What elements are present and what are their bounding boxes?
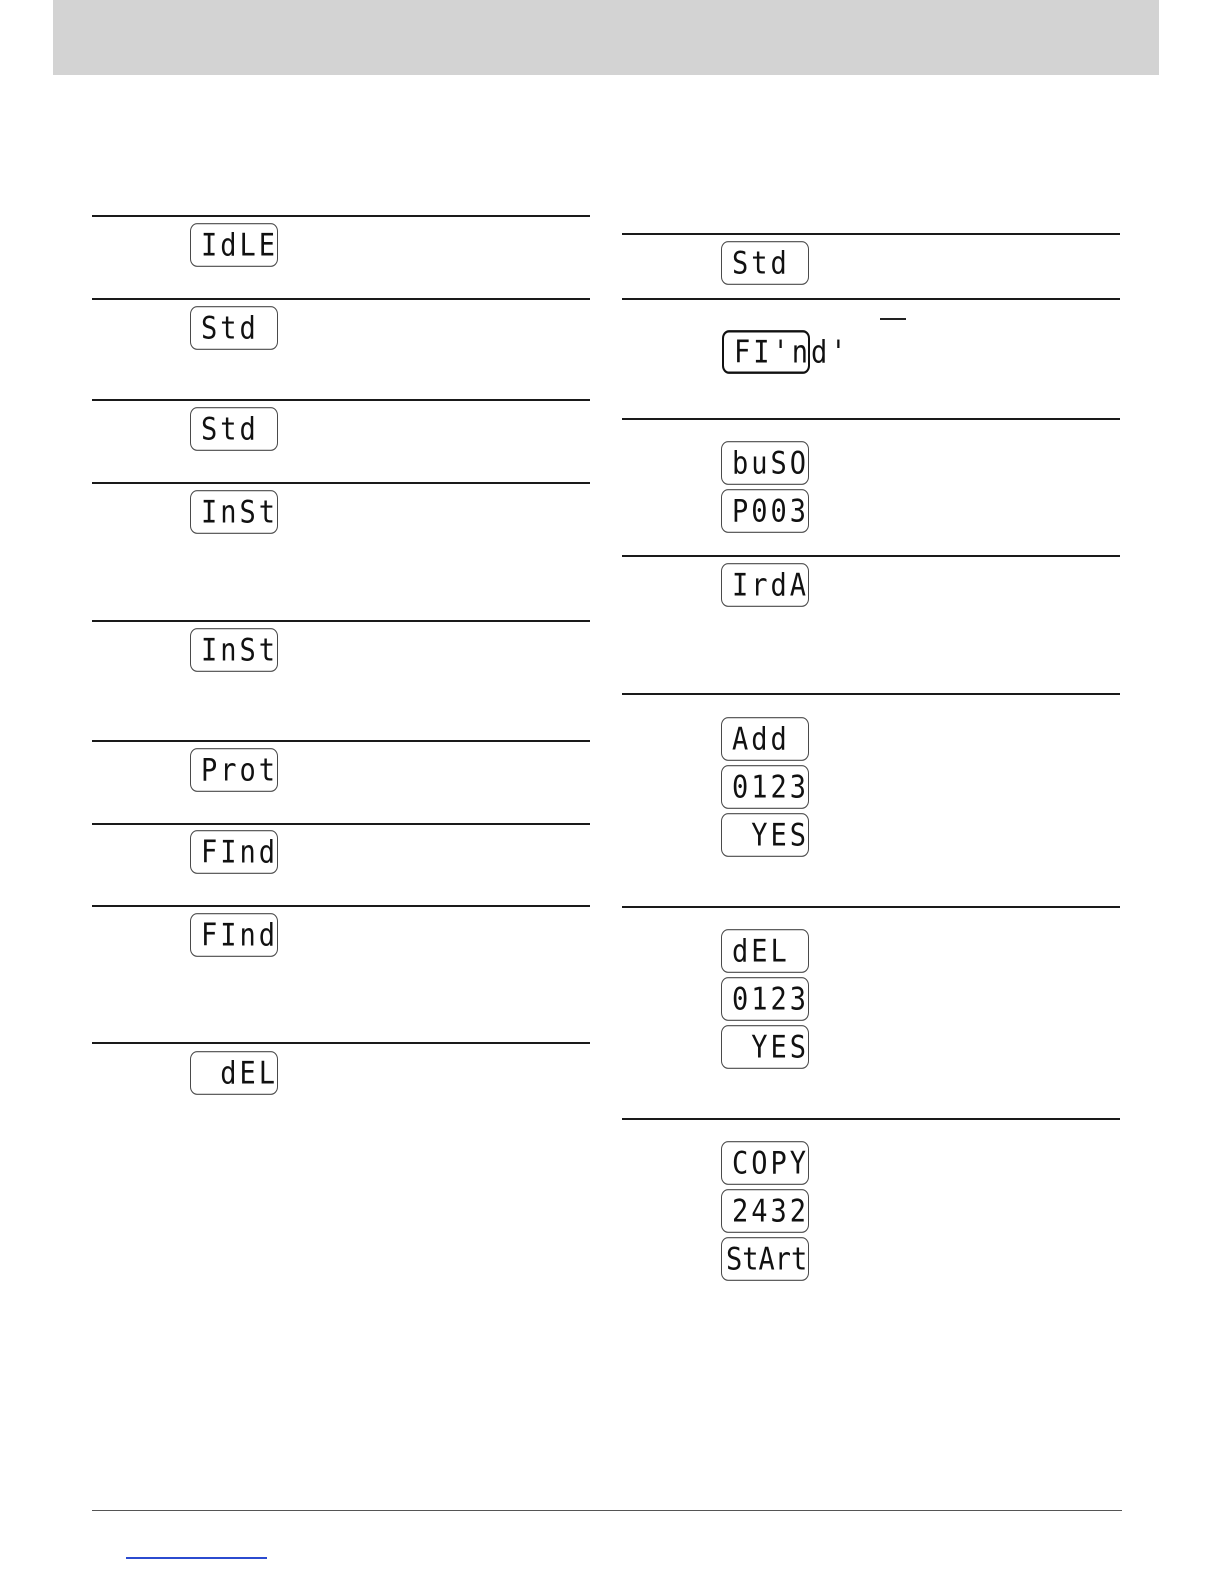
row-divider [622,298,1120,300]
row-divider [92,399,590,401]
lcd-display-p003: P003 [721,489,809,533]
lcd-display-inst: InSt [190,628,278,672]
row-divider [622,693,1120,695]
lcd-display-start: StArt [721,1237,809,1281]
lcd-display-std: Std [190,306,278,350]
lcd-display-idle: IdLE [190,223,278,267]
lcd-display-copy: COPY [721,1141,809,1185]
row-divider [92,740,590,742]
footer-link-underline[interactable] [126,1557,267,1559]
lcd-display-add: Add [721,717,809,761]
row-divider [92,620,590,622]
lcd-display-irda: IrdA [721,563,809,607]
row-divider [622,418,1120,420]
lcd-display-std: Std [721,241,809,285]
header-band [53,0,1159,75]
lcd-display-0123: 0123 [721,765,809,809]
lcd-display-find-blinking: FI'nd' [722,330,810,374]
row-divider [92,298,590,300]
lcd-display-std: Std [190,407,278,451]
lcd-display-prot: Prot [190,748,278,792]
row-divider [92,823,590,825]
row-divider [622,1118,1120,1120]
row-divider [92,215,590,217]
lcd-display-del: dEL [721,929,809,973]
overline-mark [880,318,906,320]
row-divider [92,482,590,484]
row-divider [92,905,590,907]
lcd-display-del: dEL [190,1051,278,1095]
lcd-display-buso: buSO [721,441,809,485]
row-divider [622,555,1120,557]
lcd-display-find: FInd [190,830,278,874]
lcd-display-inst: InSt [190,490,278,534]
lcd-display-0123: 0123 [721,977,809,1021]
row-divider [622,906,1120,908]
row-divider [92,1042,590,1044]
footer-rule [92,1510,1122,1511]
lcd-display-yes: YES [721,813,809,857]
lcd-display-find: FInd [190,913,278,957]
lcd-display-2432: 2432 [721,1189,809,1233]
row-divider [622,233,1120,235]
lcd-display-yes: YES [721,1025,809,1069]
